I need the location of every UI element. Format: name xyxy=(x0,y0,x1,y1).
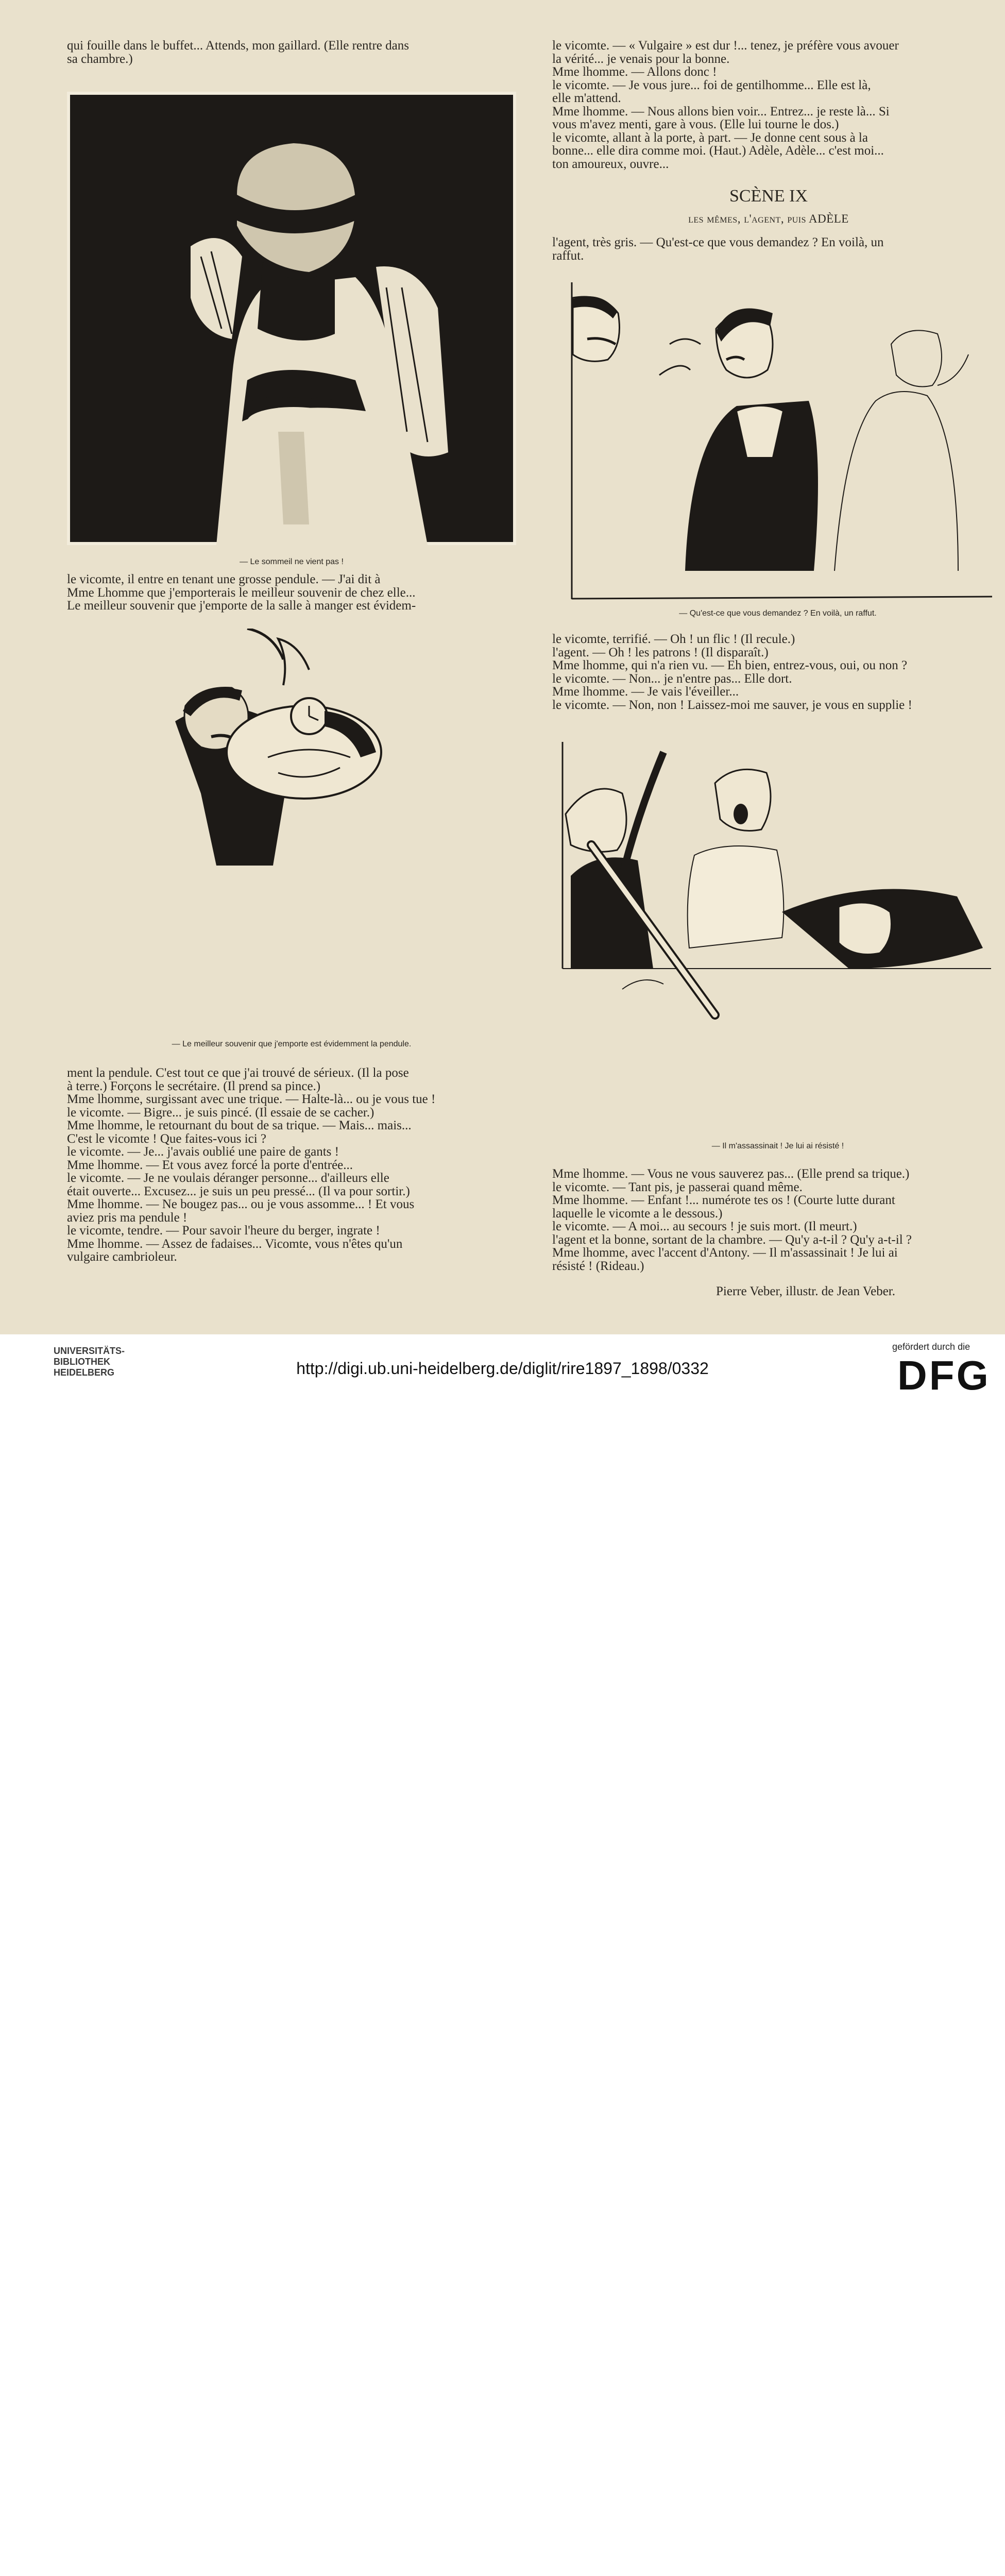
scene-title: SCÈNE IX xyxy=(729,187,808,206)
funding-text: gefördert durch die xyxy=(892,1342,970,1352)
text-line: laquelle le vicomte a le dessous.) xyxy=(552,1207,723,1220)
dfg-logo: DFG xyxy=(897,1352,991,1398)
text-line: Mme lhomme, le retournant du bout de sa trique. — Mais... mais... xyxy=(67,1119,412,1132)
text-line: Mme lhomme. — Allons donc ! xyxy=(552,65,717,79)
text-line: le vicomte, allant à la porte, à part. — Je donne cent sous à la xyxy=(552,131,868,144)
text-line: l'agent. — Oh ! les patrons ! (Il disparaît.) xyxy=(552,646,769,659)
pen-drawing xyxy=(155,629,443,866)
right-top-text xyxy=(552,39,987,171)
right-scene-text xyxy=(552,236,987,262)
text-line: Mme lhomme. — Ne bougez pas... ou je vous assomme... ! Et vous xyxy=(67,1198,415,1211)
author-signature: Pierre Veber, illustr. de Jean Veber. xyxy=(716,1284,895,1298)
text-line: le vicomte, tendre. — Pour savoir l'heure du berger, ingrate ! xyxy=(67,1224,380,1238)
text-line: le vicomte, terrifié. — Oh ! un flic ! (Il recule.) xyxy=(552,633,795,646)
right-middle-text xyxy=(552,633,987,711)
text-line: le vicomte. — Non... je n'entre pas... Elle dort. xyxy=(552,672,792,685)
text-line: résisté ! (Rideau.) xyxy=(552,1259,644,1273)
text-line: elle m'attend. xyxy=(552,92,621,105)
text-line: le vicomte. — Je... j'avais oublié une paire de gants ! xyxy=(67,1145,339,1159)
text-line: le vicomte. — Je ne voulais déranger personne... d'ailleurs elle xyxy=(67,1172,389,1185)
text-line: raffut. xyxy=(552,249,584,262)
scene-cast: les mêmes, l'agent, puis ADÈLE xyxy=(688,212,849,225)
right-bottom-text xyxy=(552,1167,987,1273)
pen-drawing xyxy=(567,282,994,602)
text-line: Mme lhomme, qui n'a rien vu. — Eh bien, entrez-vous, oui, ou non ? xyxy=(552,659,908,672)
text-line: Mme lhomme. — Je vais l'éveiller... xyxy=(552,685,739,699)
library-name-line: UNIVERSITÄTS- xyxy=(54,1346,125,1356)
pen-drawing xyxy=(560,742,993,1036)
text-line: était ouverte... Excusez... je suis un peu pressé... (Il va pour sortir.) xyxy=(67,1184,410,1198)
text-line: ment la pendule. C'est tout ce que j'ai trouvé de sérieux. (Il la pose xyxy=(67,1066,409,1080)
text-line: le vicomte. — Non, non ! Laissez-moi me sauver, je vous en supplie ! xyxy=(552,698,912,711)
figure-caption: — Il m'assassinait ! Je lui ai résisté ! xyxy=(711,1142,844,1150)
text-line: Mme lhomme. — Enfant !... numérote tes os ! (Courte lutte durant xyxy=(552,1194,895,1207)
text-line: l'agent et la bonne, sortant de la chambre. — Qu'y a-t-il ? Qu'y a-t-il ? xyxy=(552,1233,912,1246)
text-line: vulgaire cambrioleur. xyxy=(67,1250,177,1264)
text-line: Mme lhomme, surgissant avec une trique. — Halte-là... ou je vous tue ! xyxy=(67,1093,436,1106)
woodcut-drawing xyxy=(67,92,516,545)
left-intro-text xyxy=(67,39,515,65)
text-line: Mme lhomme. — Assez de fadaises... Vicomte, vous n'êtes qu'un xyxy=(67,1237,403,1250)
text-line: sa chambre.) xyxy=(67,52,133,65)
text-line: à terre.) Forçons le secrétaire. (Il prend sa pince.) xyxy=(67,1079,321,1093)
text-line: le vicomte. — Bigre... je suis pincé. (Il essaie de se cacher.) xyxy=(67,1106,374,1119)
text-line: le vicomte. — « Vulgaire » est dur !... tenez, je préfère vous avouer xyxy=(552,39,899,53)
figure-caption: — Le sommeil ne vient pas ! xyxy=(240,557,344,566)
figure-caption: — Le meilleur souvenir que j'emporte est évidemment la pendule. xyxy=(172,1040,412,1048)
text-line: Mme lhomme, avec l'accent d'Antony. — Il m'assassinait ! Je lui ai xyxy=(552,1246,898,1260)
text-line: le vicomte. — A moi... au secours ! je suis mort. (Il meurt.) xyxy=(552,1220,857,1233)
text-line: ton amoureux, ouvre... xyxy=(552,157,669,171)
permalink-url[interactable]: http://digi.ub.uni-heidelberg.de/diglit/rire1897_1898/0332 xyxy=(296,1359,709,1378)
text-line: Mme lhomme. — Et vous avez forcé la porte d'entrée... xyxy=(67,1158,353,1172)
text-line: le vicomte. — Je vous jure... foi de gentilhomme... Elle est là, xyxy=(552,78,871,92)
text-line: qui fouille dans le buffet... Attends, mon gaillard. (Elle rentre dans xyxy=(67,39,409,53)
text-line: Mme lhomme. — Nous allons bien voir... Entrez... je reste là... Si xyxy=(552,105,890,118)
figure-caption: — Qu'est-ce que vous demandez ? En voilà, un raffut. xyxy=(679,609,877,618)
text-line: C'est le vicomte ! Que faites-vous ici ? xyxy=(67,1132,267,1145)
library-name-line: HEIDELBERG xyxy=(54,1367,115,1378)
text-line: l'agent, très gris. — Qu'est-ce que vous demandez ? En voilà, un xyxy=(552,236,884,249)
text-line: vous m'avez menti, gare à vous. (Elle lui tourne le dos.) xyxy=(552,118,839,131)
text-line: le vicomte, il entre en tenant une grosse pendule. — J'ai dit à xyxy=(67,573,381,586)
text-line: aviez pris ma pendule ! xyxy=(67,1211,188,1224)
illustration-struggle xyxy=(560,742,993,1036)
illustration-policeman-at-door xyxy=(567,282,994,602)
left-bottom-text xyxy=(67,1066,515,1264)
left-middle-text xyxy=(67,573,515,613)
illustration-sleepless-woman xyxy=(67,92,516,545)
text-line: bonne... elle dira comme moi. (Haut.) Adèle, Adèle... c'est moi... xyxy=(552,144,884,158)
library-name-line: BIBLIOTHEK xyxy=(54,1357,110,1367)
text-line: la vérité... je venais pour la bonne. xyxy=(552,52,730,65)
text-line: Mme Lhomme que j'emporterais le meilleur souvenir de chez elle... xyxy=(67,586,416,599)
text-line: le vicomte. — Tant pis, je passerai quand même. xyxy=(552,1180,803,1194)
text-line: Mme lhomme. — Vous ne vous sauverez pas... (Elle prend sa trique.) xyxy=(552,1167,910,1181)
illustration-man-with-clock xyxy=(155,629,443,866)
text-line: Le meilleur souvenir que j'emporte de la salle à manger est évidem- xyxy=(67,599,416,613)
